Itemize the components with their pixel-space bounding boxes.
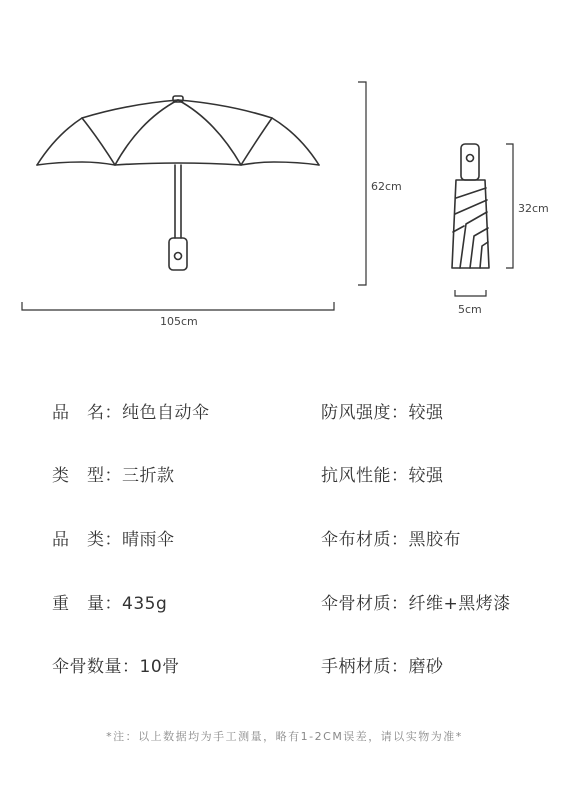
folded-height-label: 32cm (518, 202, 549, 215)
spec-value: 纯色自动伞 (122, 403, 210, 423)
folded-width-label: 5cm (458, 303, 482, 316)
spec-fabric-material (321, 525, 461, 550)
measurement-note: *注：以上数据均为手工测量，略有1-2CM误差，请以实物为准* (106, 730, 463, 743)
open-umbrella-shaft (169, 165, 187, 270)
spec-separator: ： (391, 403, 409, 423)
spec-separator: ： (391, 466, 409, 486)
spec-label: 抗风性能 (321, 466, 391, 486)
open-height-label: 62cm (371, 180, 402, 193)
spec-value: 纤维+黑烤漆 (408, 594, 511, 614)
width-dimension-line (22, 302, 334, 310)
spec-category (52, 525, 175, 550)
spec-separator: ： (391, 594, 409, 614)
spec-product-name (52, 398, 210, 423)
spec-value: 黑胶布 (408, 530, 461, 550)
spec-label: 伞骨材质 (321, 594, 391, 614)
spec-value: 磨砂 (408, 657, 444, 677)
folded-umbrella (452, 144, 489, 268)
spec-wind-strength (321, 398, 444, 423)
spec-label: 伞布材质 (321, 530, 391, 550)
spec-label: 类 型 (52, 466, 105, 486)
spec-value: 较强 (408, 466, 444, 486)
folded-height-dimension-line (506, 144, 513, 268)
spec-value: 435g (122, 594, 168, 614)
spec-wind-resistance (321, 461, 444, 486)
spec-handle-material (321, 652, 444, 677)
spec-weight (52, 589, 167, 614)
spec-label: 品 类 (52, 530, 105, 550)
spec-separator: ： (391, 530, 409, 550)
spec-rib-material (321, 589, 511, 614)
spec-label: 重 量 (52, 594, 105, 614)
spec-label: 伞骨数量 (52, 657, 122, 677)
spec-value: 晴雨伞 (122, 530, 175, 550)
spec-separator: ： (104, 466, 122, 486)
spec-separator: ： (104, 403, 122, 423)
umbrella-diagram (0, 0, 569, 340)
spec-label: 手柄材质 (321, 657, 391, 677)
spec-separator: ： (122, 657, 140, 677)
open-umbrella-canopy (37, 96, 319, 165)
spec-value: 三折款 (122, 466, 175, 486)
spec-rib-count (52, 652, 180, 677)
spec-separator: ： (391, 657, 409, 677)
height-dimension-line (358, 82, 366, 285)
spec-separator: ： (104, 530, 122, 550)
spec-separator: ： (104, 594, 122, 614)
spec-value: 较强 (408, 403, 444, 423)
spec-value: 10骨 (139, 657, 180, 677)
spec-type (52, 461, 175, 486)
folded-width-dimension-line (455, 290, 486, 296)
spec-label: 品 名 (52, 403, 105, 423)
spec-label: 防风强度 (321, 403, 391, 423)
open-width-label: 105cm (160, 315, 198, 328)
